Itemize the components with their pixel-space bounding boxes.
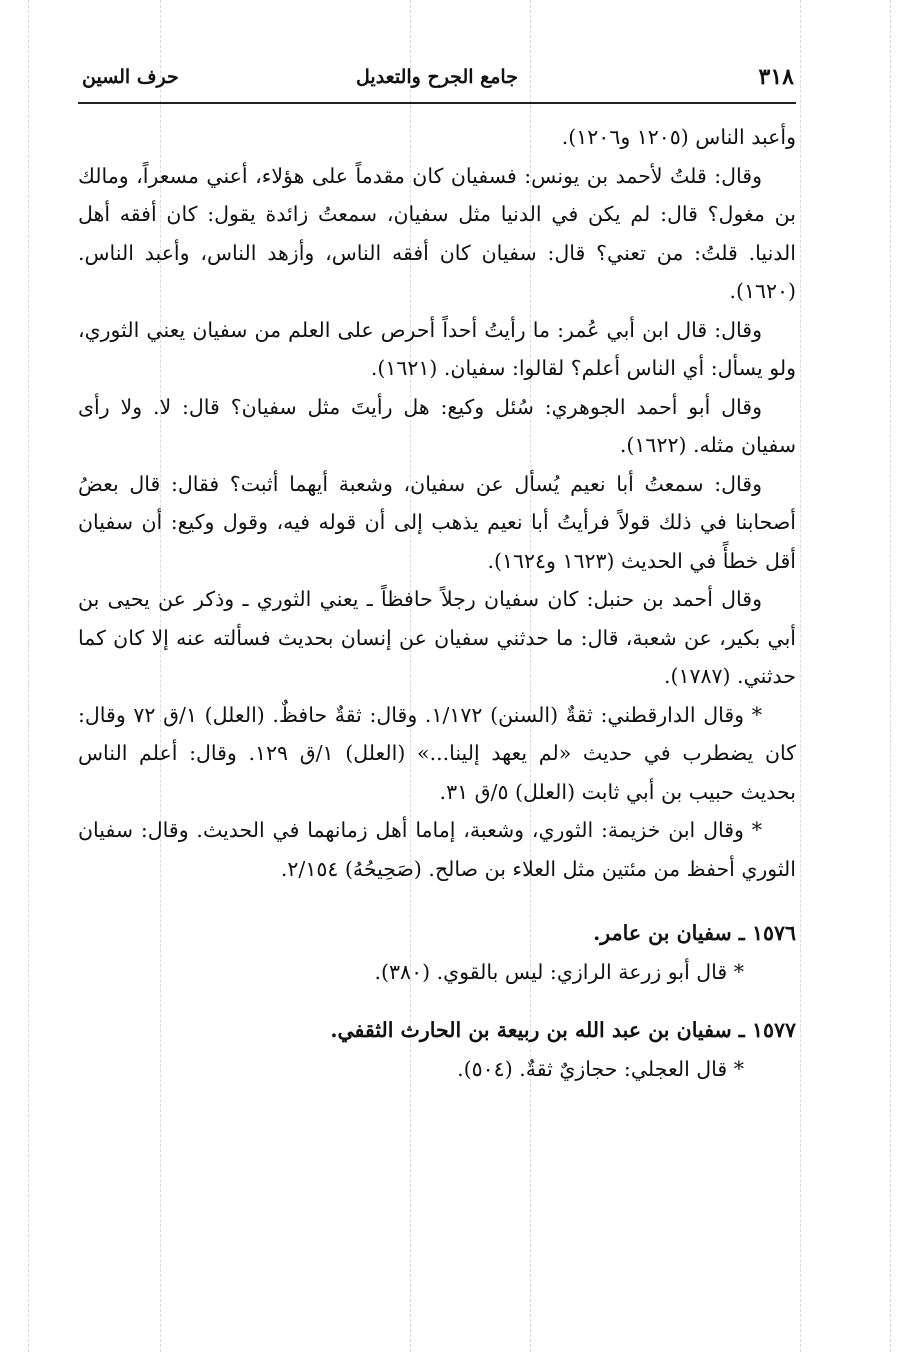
page-body [78, 118, 796, 888]
entry-line: * قال أبو زرعة الرازي: ليس بالقوي. (٣٨٠). [374, 959, 744, 984]
paragraph: وقال أحمد بن حنبل: كان سفيان رجلاً حافظاً ـ يعني الثوري ـ وذكر عن يحيى بن أبي بكير، عن شعبة، قال: ما حدثني سفيان عن إنسان بحديث فسألته عنه إلا كان كما حدثني. (١٧٨٧). [78, 587, 796, 688]
paragraph: وقال أبو أحمد الجوهري: سُئل وكيع: هل رأيتَ مثل سفيان؟ قال: لا. ولا رأى سفيان مثله. (١٦٢٢). [78, 394, 796, 457]
entry [78, 1011, 796, 1088]
paragraph: وقال: سمعتُ أبا نعيم يُسأل عن سفيان، وشعبة أيهما أثبت؟ فقال: قال بعضُ أصحابنا في ذلك قولاً فرأيتُ أبا نعيم يذهب إلى أن قوله فيه، وقول وكيع: أن سفيان أقل خطأً في الحديث (١٦٢٣ و١٦٢٤). [78, 471, 796, 573]
paragraph: وقال: قلتُ لأحمد بن يونس: فسفيان كان مقدماً على هؤلاء، أعني مسعراً، ومالك بن مغول؟ قال: لم يكن في الدنيا مثل سفيان، سمعتُ زائدة يقول: كان أفقه أهل الدنيا. قلتُ: من تعني؟ قال: سفيان كان أفقه الناس، وأزهد الناس، وأعبد الناس. (١٦٢٠). [78, 163, 796, 303]
paragraph: * وقال ابن خزيمة: الثوري، وشعبة، إماما أهل زمانهما في الحديث. وقال: سفيان الثوري أحفظ من مئتين مثل العلاء بن صالح. (صَحِيحُهُ) ٢/١٥٤. [78, 818, 796, 881]
guide-line [800, 0, 801, 1352]
book-page [78, 58, 796, 1088]
entry [78, 914, 796, 991]
page-number: ٣١٨ [758, 64, 794, 90]
paragraph: * وقال الدارقطني: ثقةٌ (السنن) ١/١٧٢. وقال: ثقةٌ حافظٌ. (العلل) ١/ق ٧٢ وقال: كان يضطرب في حديث «لم يعهد إلينا...» (العلل) ١/ق ١٢٩. وقال: أعلم الناس بحديث حبيب بن أبي ثابت (العلل) ٥/ق ٣١. [78, 702, 796, 804]
entries-list [78, 914, 796, 1088]
page-header [78, 58, 796, 104]
book-title: جامع الجرح والتعديل [356, 66, 518, 88]
paragraph: وأعبد الناس (١٢٠٥ و١٢٠٦). [561, 125, 796, 149]
section-title: حرف السين [82, 66, 179, 88]
entry-heading: ١٥٧٧ ـ سفيان بن عبد الله بن ربيعة بن الحارث الثقفي. [330, 1018, 796, 1042]
paragraph: وقال: قال ابن أبي عُمر: ما رأيتُ أحداً أحرص على العلم من سفيان يعني الثوري، ولو يسأل: أي الناس أعلم؟ لقالوا: سفيان. (١٦٢١). [78, 317, 796, 380]
entry-heading: ١٥٧٦ ـ سفيان بن عامر. [593, 921, 796, 945]
guide-line [28, 0, 29, 1352]
entry-line: * قال العجلي: حجازيٌ ثقةٌ. (٥٠٤). [457, 1056, 744, 1081]
guide-line [890, 0, 891, 1352]
